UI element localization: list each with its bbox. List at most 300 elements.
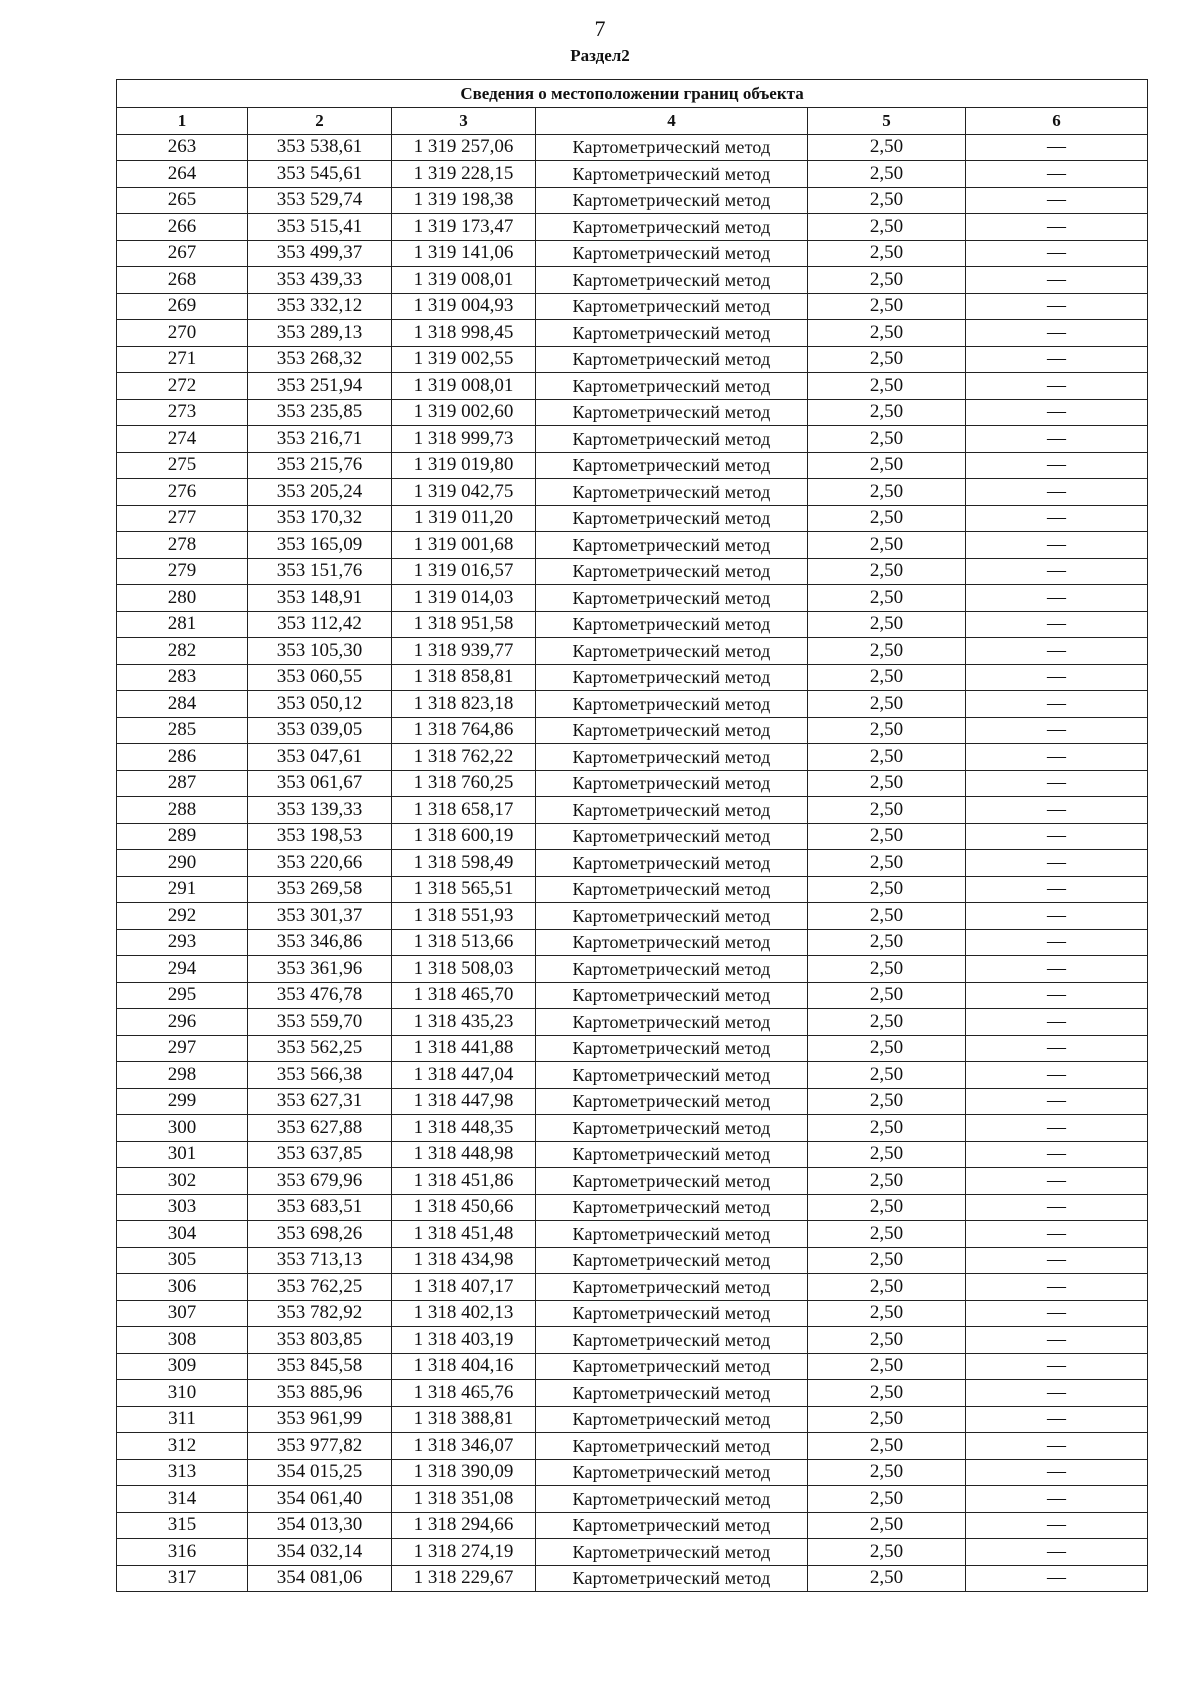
method-cell: Картометрический метод — [536, 744, 808, 771]
table-row — [117, 1221, 1148, 1248]
accuracy-cell: 2,50 — [808, 161, 966, 188]
table-row — [117, 399, 1148, 426]
y-coordinate-cell: 1 319 198,38 — [392, 187, 536, 214]
x-coordinate-cell: 353 047,61 — [248, 744, 392, 771]
accuracy-cell: 2,50 — [808, 1433, 966, 1460]
method-cell: Картометрический метод — [536, 532, 808, 559]
accuracy-cell: 2,50 — [808, 1247, 966, 1274]
point-number-cell: 290 — [117, 850, 248, 877]
point-number-cell: 288 — [117, 797, 248, 824]
accuracy-cell: 2,50 — [808, 1062, 966, 1089]
description-cell: — — [966, 797, 1148, 824]
point-number-cell: 286 — [117, 744, 248, 771]
point-number-cell: 304 — [117, 1221, 248, 1248]
description-cell: — — [966, 1565, 1148, 1592]
method-cell: Картометрический метод — [536, 1009, 808, 1036]
y-coordinate-cell: 1 318 274,19 — [392, 1539, 536, 1566]
y-coordinate-cell: 1 319 173,47 — [392, 214, 536, 241]
accuracy-cell: 2,50 — [808, 717, 966, 744]
method-cell: Картометрический метод — [536, 1062, 808, 1089]
point-number-cell: 316 — [117, 1539, 248, 1566]
y-coordinate-cell: 1 319 141,06 — [392, 240, 536, 267]
table-row — [117, 452, 1148, 479]
accuracy-cell: 2,50 — [808, 399, 966, 426]
description-cell: — — [966, 1433, 1148, 1460]
table-row — [117, 956, 1148, 983]
table-row — [117, 479, 1148, 506]
point-number-cell: 285 — [117, 717, 248, 744]
table-row — [117, 903, 1148, 930]
accuracy-cell: 2,50 — [808, 1009, 966, 1036]
description-cell: — — [966, 611, 1148, 638]
point-number-cell: 306 — [117, 1274, 248, 1301]
table-row — [117, 850, 1148, 877]
table-row — [117, 717, 1148, 744]
accuracy-cell: 2,50 — [808, 558, 966, 585]
y-coordinate-cell: 1 319 228,15 — [392, 161, 536, 188]
x-coordinate-cell: 353 105,30 — [248, 638, 392, 665]
point-number-cell: 308 — [117, 1327, 248, 1354]
column-header: 5 — [808, 108, 966, 135]
accuracy-cell: 2,50 — [808, 1353, 966, 1380]
x-coordinate-cell: 354 015,25 — [248, 1459, 392, 1486]
point-number-cell: 281 — [117, 611, 248, 638]
table-row — [117, 532, 1148, 559]
table-caption-row — [117, 80, 1148, 108]
table-row — [117, 664, 1148, 691]
table-row — [117, 1141, 1148, 1168]
y-coordinate-cell: 1 318 450,66 — [392, 1194, 536, 1221]
accuracy-cell: 2,50 — [808, 293, 966, 320]
description-cell: — — [966, 320, 1148, 347]
description-cell: — — [966, 399, 1148, 426]
x-coordinate-cell: 353 683,51 — [248, 1194, 392, 1221]
point-number-cell: 264 — [117, 161, 248, 188]
y-coordinate-cell: 1 319 016,57 — [392, 558, 536, 585]
accuracy-cell: 2,50 — [808, 134, 966, 161]
method-cell: Картометрический метод — [536, 1168, 808, 1195]
y-coordinate-cell: 1 319 257,06 — [392, 134, 536, 161]
y-coordinate-cell: 1 318 658,17 — [392, 797, 536, 824]
method-cell: Картометрический метод — [536, 1486, 808, 1513]
description-cell: — — [966, 850, 1148, 877]
table-row — [117, 1062, 1148, 1089]
point-number-cell: 314 — [117, 1486, 248, 1513]
y-coordinate-cell: 1 318 823,18 — [392, 691, 536, 718]
accuracy-cell: 2,50 — [808, 240, 966, 267]
table-row — [117, 1486, 1148, 1513]
description-cell: — — [966, 956, 1148, 983]
accuracy-cell: 2,50 — [808, 1380, 966, 1407]
point-number-cell: 293 — [117, 929, 248, 956]
table-row — [117, 1168, 1148, 1195]
accuracy-cell: 2,50 — [808, 267, 966, 294]
method-cell: Картометрический метод — [536, 426, 808, 453]
point-number-cell: 280 — [117, 585, 248, 612]
table-row — [117, 187, 1148, 214]
description-cell: — — [966, 134, 1148, 161]
point-number-cell: 295 — [117, 982, 248, 1009]
y-coordinate-cell: 1 318 388,81 — [392, 1406, 536, 1433]
description-cell: — — [966, 373, 1148, 400]
table-row — [117, 1327, 1148, 1354]
accuracy-cell: 2,50 — [808, 532, 966, 559]
y-coordinate-cell: 1 318 760,25 — [392, 770, 536, 797]
point-number-cell: 282 — [117, 638, 248, 665]
table-row — [117, 240, 1148, 267]
y-coordinate-cell: 1 318 346,07 — [392, 1433, 536, 1460]
y-coordinate-cell: 1 318 951,58 — [392, 611, 536, 638]
table-row — [117, 267, 1148, 294]
table-row — [117, 982, 1148, 1009]
method-cell: Картометрический метод — [536, 1300, 808, 1327]
y-coordinate-cell: 1 319 004,93 — [392, 293, 536, 320]
y-coordinate-cell: 1 319 002,60 — [392, 399, 536, 426]
accuracy-cell: 2,50 — [808, 638, 966, 665]
method-cell: Картометрический метод — [536, 929, 808, 956]
description-cell: — — [966, 346, 1148, 373]
table-row — [117, 1565, 1148, 1592]
y-coordinate-cell: 1 318 551,93 — [392, 903, 536, 930]
x-coordinate-cell: 353 139,33 — [248, 797, 392, 824]
y-coordinate-cell: 1 318 764,86 — [392, 717, 536, 744]
table-row — [117, 1300, 1148, 1327]
accuracy-cell: 2,50 — [808, 1141, 966, 1168]
accuracy-cell: 2,50 — [808, 1035, 966, 1062]
method-cell: Картометрический метод — [536, 240, 808, 267]
accuracy-cell: 2,50 — [808, 823, 966, 850]
method-cell: Картометрический метод — [536, 1115, 808, 1142]
point-number-cell: 284 — [117, 691, 248, 718]
table-row — [117, 585, 1148, 612]
accuracy-cell: 2,50 — [808, 479, 966, 506]
y-coordinate-cell: 1 318 513,66 — [392, 929, 536, 956]
accuracy-cell: 2,50 — [808, 1486, 966, 1513]
x-coordinate-cell: 353 268,32 — [248, 346, 392, 373]
accuracy-cell: 2,50 — [808, 929, 966, 956]
method-cell: Картометрический метод — [536, 161, 808, 188]
method-cell: Картометрический метод — [536, 1274, 808, 1301]
section-title: Раздел2 — [570, 46, 630, 65]
method-cell: Картометрический метод — [536, 611, 808, 638]
description-cell: — — [966, 1247, 1148, 1274]
column-header: 6 — [966, 108, 1148, 135]
y-coordinate-cell: 1 318 447,04 — [392, 1062, 536, 1089]
x-coordinate-cell: 353 977,82 — [248, 1433, 392, 1460]
table-row — [117, 426, 1148, 453]
table-row — [117, 320, 1148, 347]
method-cell: Картометрический метод — [536, 1327, 808, 1354]
x-coordinate-cell: 354 013,30 — [248, 1512, 392, 1539]
description-cell: — — [966, 1062, 1148, 1089]
method-cell: Картометрический метод — [536, 850, 808, 877]
accuracy-cell: 2,50 — [808, 1194, 966, 1221]
y-coordinate-cell: 1 318 448,35 — [392, 1115, 536, 1142]
method-cell: Картометрический метод — [536, 1141, 808, 1168]
x-coordinate-cell: 353 205,24 — [248, 479, 392, 506]
accuracy-cell: 2,50 — [808, 346, 966, 373]
description-cell: — — [966, 744, 1148, 771]
description-cell: — — [966, 214, 1148, 241]
table-row — [117, 1433, 1148, 1460]
method-cell: Картометрический метод — [536, 1539, 808, 1566]
method-cell: Картометрический метод — [536, 452, 808, 479]
accuracy-cell: 2,50 — [808, 611, 966, 638]
y-coordinate-cell: 1 319 042,75 — [392, 479, 536, 506]
method-cell: Картометрический метод — [536, 823, 808, 850]
x-coordinate-cell: 353 251,94 — [248, 373, 392, 400]
table-row — [117, 1380, 1148, 1407]
accuracy-cell: 2,50 — [808, 850, 966, 877]
point-number-cell: 275 — [117, 452, 248, 479]
accuracy-cell: 2,50 — [808, 373, 966, 400]
y-coordinate-cell: 1 319 001,68 — [392, 532, 536, 559]
x-coordinate-cell: 353 269,58 — [248, 876, 392, 903]
point-number-cell: 277 — [117, 505, 248, 532]
x-coordinate-cell: 353 050,12 — [248, 691, 392, 718]
accuracy-cell: 2,50 — [808, 1539, 966, 1566]
method-cell: Картометрический метод — [536, 1380, 808, 1407]
x-coordinate-cell: 353 538,61 — [248, 134, 392, 161]
y-coordinate-cell: 1 319 008,01 — [392, 373, 536, 400]
column-header: 2 — [248, 108, 392, 135]
method-cell: Картометрический метод — [536, 373, 808, 400]
accuracy-cell: 2,50 — [808, 505, 966, 532]
accuracy-cell: 2,50 — [808, 1274, 966, 1301]
description-cell: — — [966, 1168, 1148, 1195]
method-cell: Картометрический метод — [536, 903, 808, 930]
table-row — [117, 1406, 1148, 1433]
x-coordinate-cell: 353 782,92 — [248, 1300, 392, 1327]
table-row — [117, 558, 1148, 585]
x-coordinate-cell: 353 198,53 — [248, 823, 392, 850]
description-cell: — — [966, 1221, 1148, 1248]
method-cell: Картометрический метод — [536, 399, 808, 426]
point-number-cell: 309 — [117, 1353, 248, 1380]
column-header: 1 — [117, 108, 248, 135]
method-cell: Картометрический метод — [536, 664, 808, 691]
x-coordinate-cell: 354 032,14 — [248, 1539, 392, 1566]
y-coordinate-cell: 1 318 451,48 — [392, 1221, 536, 1248]
description-cell: — — [966, 1194, 1148, 1221]
x-coordinate-cell: 353 545,61 — [248, 161, 392, 188]
accuracy-cell: 2,50 — [808, 691, 966, 718]
description-cell: — — [966, 585, 1148, 612]
point-number-cell: 274 — [117, 426, 248, 453]
y-coordinate-cell: 1 318 447,98 — [392, 1088, 536, 1115]
x-coordinate-cell: 353 165,09 — [248, 532, 392, 559]
method-cell: Картометрический метод — [536, 585, 808, 612]
x-coordinate-cell: 353 439,33 — [248, 267, 392, 294]
point-number-cell: 263 — [117, 134, 248, 161]
description-cell: — — [966, 691, 1148, 718]
accuracy-cell: 2,50 — [808, 426, 966, 453]
table-row — [117, 876, 1148, 903]
accuracy-cell: 2,50 — [808, 1115, 966, 1142]
method-cell: Картометрический метод — [536, 1194, 808, 1221]
point-number-cell: 292 — [117, 903, 248, 930]
method-cell: Картометрический метод — [536, 1512, 808, 1539]
description-cell: — — [966, 903, 1148, 930]
point-number-cell: 271 — [117, 346, 248, 373]
x-coordinate-cell: 353 559,70 — [248, 1009, 392, 1036]
x-coordinate-cell: 353 803,85 — [248, 1327, 392, 1354]
accuracy-cell: 2,50 — [808, 1221, 966, 1248]
method-cell: Картометрический метод — [536, 1088, 808, 1115]
description-cell: — — [966, 161, 1148, 188]
x-coordinate-cell: 353 215,76 — [248, 452, 392, 479]
description-cell: — — [966, 479, 1148, 506]
accuracy-cell: 2,50 — [808, 452, 966, 479]
column-header: 4 — [536, 108, 808, 135]
point-number-cell: 311 — [117, 1406, 248, 1433]
table-row — [117, 161, 1148, 188]
point-number-cell: 268 — [117, 267, 248, 294]
accuracy-cell: 2,50 — [808, 1300, 966, 1327]
method-cell: Картометрический метод — [536, 134, 808, 161]
description-cell: — — [966, 1035, 1148, 1062]
accuracy-cell: 2,50 — [808, 187, 966, 214]
x-coordinate-cell: 354 061,40 — [248, 1486, 392, 1513]
x-coordinate-cell: 353 112,42 — [248, 611, 392, 638]
description-cell: — — [966, 1327, 1148, 1354]
method-cell: Картометрический метод — [536, 876, 808, 903]
accuracy-cell: 2,50 — [808, 214, 966, 241]
point-number-cell: 278 — [117, 532, 248, 559]
description-cell: — — [966, 1300, 1148, 1327]
page-number: 7 — [594, 16, 606, 41]
point-number-cell: 287 — [117, 770, 248, 797]
accuracy-cell: 2,50 — [808, 1327, 966, 1354]
description-cell: — — [966, 1141, 1148, 1168]
y-coordinate-cell: 1 318 390,09 — [392, 1459, 536, 1486]
point-number-cell: 298 — [117, 1062, 248, 1089]
y-coordinate-cell: 1 318 451,86 — [392, 1168, 536, 1195]
description-cell: — — [966, 1459, 1148, 1486]
method-cell: Картометрический метод — [536, 982, 808, 1009]
point-number-cell: 289 — [117, 823, 248, 850]
x-coordinate-cell: 353 529,74 — [248, 187, 392, 214]
description-cell: — — [966, 1406, 1148, 1433]
x-coordinate-cell: 353 476,78 — [248, 982, 392, 1009]
method-cell: Картометрический метод — [536, 1035, 808, 1062]
description-cell: — — [966, 1380, 1148, 1407]
x-coordinate-cell: 353 301,37 — [248, 903, 392, 930]
table-row — [117, 373, 1148, 400]
method-cell: Картометрический метод — [536, 1565, 808, 1592]
point-number-cell: 302 — [117, 1168, 248, 1195]
description-cell: — — [966, 452, 1148, 479]
y-coordinate-cell: 1 318 403,19 — [392, 1327, 536, 1354]
point-number-cell: 272 — [117, 373, 248, 400]
description-cell: — — [966, 1512, 1148, 1539]
x-coordinate-cell: 353 235,85 — [248, 399, 392, 426]
table-row — [117, 744, 1148, 771]
description-cell: — — [966, 1088, 1148, 1115]
accuracy-cell: 2,50 — [808, 1459, 966, 1486]
point-number-cell: 294 — [117, 956, 248, 983]
table-row — [117, 214, 1148, 241]
y-coordinate-cell: 1 318 351,08 — [392, 1486, 536, 1513]
method-cell: Картометрический метод — [536, 346, 808, 373]
description-cell: — — [966, 240, 1148, 267]
column-header: 3 — [392, 108, 536, 135]
point-number-cell: 291 — [117, 876, 248, 903]
description-cell: — — [966, 558, 1148, 585]
accuracy-cell: 2,50 — [808, 903, 966, 930]
method-cell: Картометрический метод — [536, 1433, 808, 1460]
table-row — [117, 770, 1148, 797]
x-coordinate-cell: 353 060,55 — [248, 664, 392, 691]
point-number-cell: 315 — [117, 1512, 248, 1539]
x-coordinate-cell: 353 713,13 — [248, 1247, 392, 1274]
y-coordinate-cell: 1 318 939,77 — [392, 638, 536, 665]
x-coordinate-cell: 353 637,85 — [248, 1141, 392, 1168]
description-cell: — — [966, 770, 1148, 797]
y-coordinate-cell: 1 319 014,03 — [392, 585, 536, 612]
accuracy-cell: 2,50 — [808, 1406, 966, 1433]
table-row — [117, 1512, 1148, 1539]
y-coordinate-cell: 1 318 598,49 — [392, 850, 536, 877]
description-cell: — — [966, 638, 1148, 665]
method-cell: Картометрический метод — [536, 1353, 808, 1380]
description-cell: — — [966, 929, 1148, 956]
point-number-cell: 267 — [117, 240, 248, 267]
point-number-cell: 313 — [117, 1459, 248, 1486]
point-number-cell: 305 — [117, 1247, 248, 1274]
y-coordinate-cell: 1 318 407,17 — [392, 1274, 536, 1301]
description-cell: — — [966, 717, 1148, 744]
method-cell: Картометрический метод — [536, 1406, 808, 1433]
description-cell: — — [966, 982, 1148, 1009]
table-row — [117, 1353, 1148, 1380]
method-cell: Картометрический метод — [536, 187, 808, 214]
boundary-coordinates-table — [116, 79, 1148, 1592]
method-cell: Картометрический метод — [536, 505, 808, 532]
table-row — [117, 1247, 1148, 1274]
method-cell: Картометрический метод — [536, 1459, 808, 1486]
y-coordinate-cell: 1 319 019,80 — [392, 452, 536, 479]
accuracy-cell: 2,50 — [808, 1565, 966, 1592]
description-cell: — — [966, 187, 1148, 214]
table-row — [117, 823, 1148, 850]
description-cell: — — [966, 1009, 1148, 1036]
method-cell: Картометрический метод — [536, 1221, 808, 1248]
y-coordinate-cell: 1 318 565,51 — [392, 876, 536, 903]
description-cell: — — [966, 426, 1148, 453]
y-coordinate-cell: 1 318 402,13 — [392, 1300, 536, 1327]
x-coordinate-cell: 353 332,12 — [248, 293, 392, 320]
description-cell: — — [966, 1353, 1148, 1380]
description-cell: — — [966, 1115, 1148, 1142]
method-cell: Картометрический метод — [536, 320, 808, 347]
y-coordinate-cell: 1 319 008,01 — [392, 267, 536, 294]
x-coordinate-cell: 353 170,32 — [248, 505, 392, 532]
point-number-cell: 310 — [117, 1380, 248, 1407]
table-row — [117, 1194, 1148, 1221]
accuracy-cell: 2,50 — [808, 585, 966, 612]
accuracy-cell: 2,50 — [808, 744, 966, 771]
point-number-cell: 299 — [117, 1088, 248, 1115]
table-row — [117, 1035, 1148, 1062]
y-coordinate-cell: 1 318 465,70 — [392, 982, 536, 1009]
x-coordinate-cell: 353 515,41 — [248, 214, 392, 241]
description-cell: — — [966, 876, 1148, 903]
description-cell: — — [966, 664, 1148, 691]
y-coordinate-cell: 1 318 999,73 — [392, 426, 536, 453]
table-row — [117, 134, 1148, 161]
method-cell: Картометрический метод — [536, 293, 808, 320]
